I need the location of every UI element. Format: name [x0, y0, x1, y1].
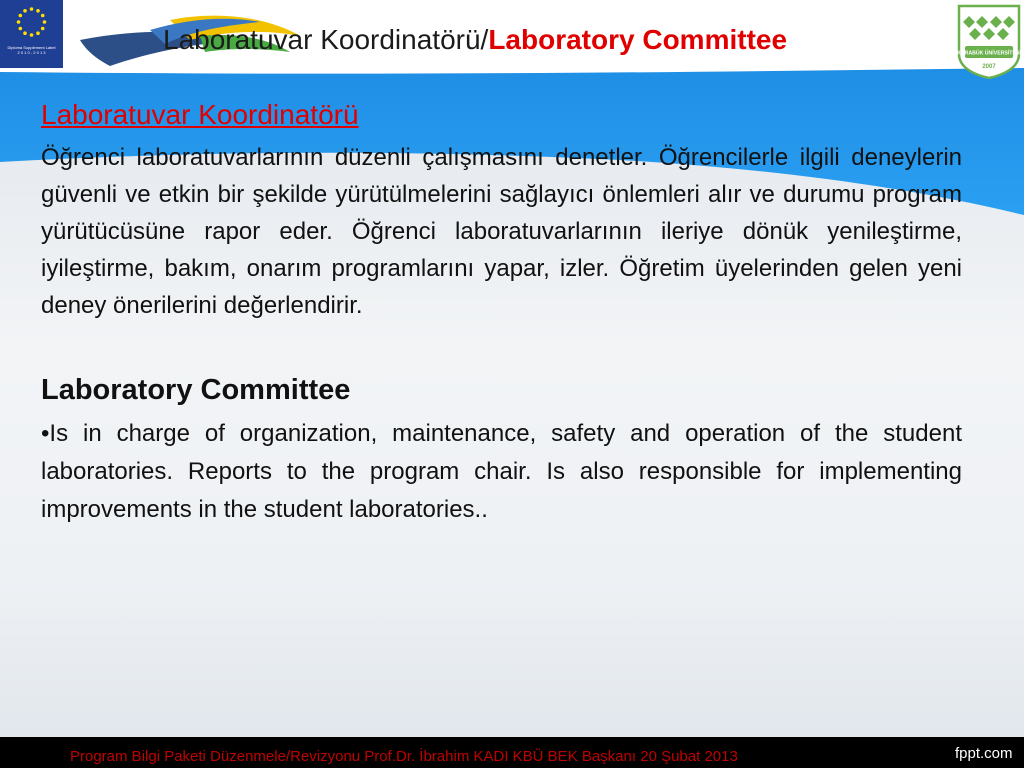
- slide-title: [163, 20, 787, 60]
- eu-diploma-supplement-logo: [0, 0, 63, 68]
- university-year: 2007: [982, 64, 996, 70]
- section-title-tr: Laboratuvar Koordinatörü: [41, 99, 359, 130]
- fppt-badge: fppt.com: [955, 745, 1013, 762]
- body-text-tr: Öğrenci laboratuvarlarının düzenli çalışmasını denetler. Öğrencilerle ilgili deneylerin güvenli ve etkin bir şekilde yürütülmelerini sağlayıcı önlemleri alır ve durumu program yürütücüsüne rapor eder. Öğrenci laboratuvarlarının ileriye dönük yenileştirme, iyileştirme, bakım, onarım programlarını yapar, izler. Öğretim üyelerinden gelen yeni deney önerilerini değerlendirir.: [41, 144, 962, 319]
- eu-caption-line2: 2 0 1 0 - 2 0 1 3: [17, 50, 46, 55]
- slide-content: [41, 95, 962, 529]
- eu-logo-caption: [2, 45, 61, 55]
- university-name: KARABÜK ÜNİVERSİTESİ: [957, 50, 1021, 57]
- slide-title-en: Laboratory Committee: [488, 24, 788, 55]
- eu-stars-icon: [0, 0, 63, 45]
- karabuk-university-logo: [955, 2, 1023, 79]
- eu-caption-line1: Diploma Supplement Label: [7, 45, 56, 50]
- slide-title-tr: Laboratuvar Koordinatörü/: [163, 24, 489, 55]
- header: [0, 0, 1024, 80]
- footer: [0, 737, 1024, 768]
- footer-text: Program Bilgi Paketi Düzenmele/Revizyonu Prof.Dr. İbrahim KADI KBÜ BEK Başkanı 20 Şubat 2013: [70, 748, 738, 765]
- body-text-en: •Is in charge of organization, maintenance, safety and operation of the student laboratories. Reports to the program chair. Is also responsible for implementing improvements in the student laboratories..: [41, 420, 962, 523]
- section-title-en: Laboratory Committee: [41, 374, 351, 406]
